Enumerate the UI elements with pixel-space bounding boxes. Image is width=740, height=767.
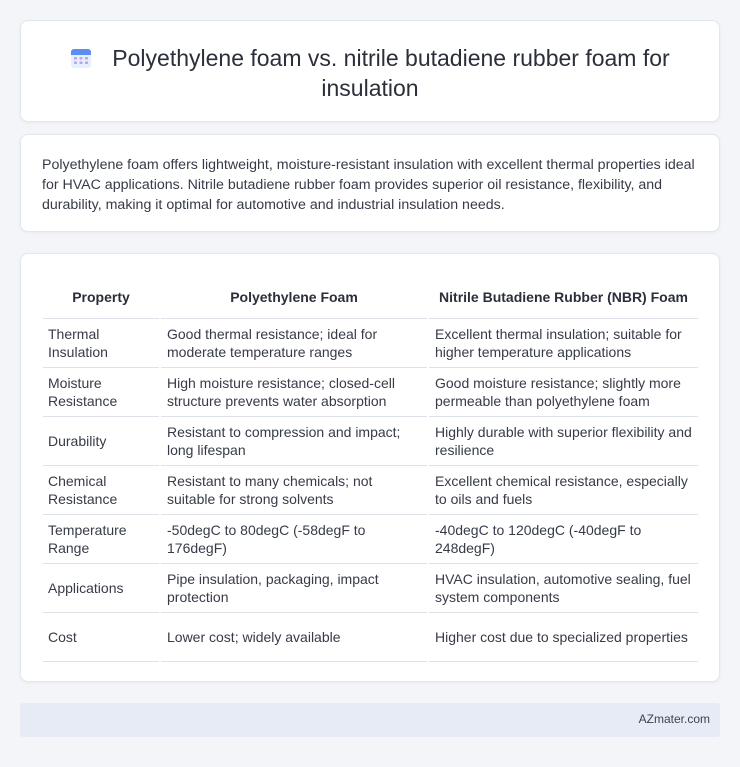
- polyethylene-cell: Resistant to many chemicals; not suitable for strong solvents: [160, 465, 428, 514]
- property-cell: Moisture Resistance: [43, 367, 160, 416]
- table-row: [43, 563, 698, 612]
- polyethylene-cell: High moisture resistance; closed-cell structure prevents water absorption: [160, 367, 428, 416]
- property-cell: Chemical Resistance: [43, 465, 160, 514]
- footer-brand: AZmater.com: [638, 712, 710, 726]
- nbr-cell: Highly durable with superior flexibility and resilience: [428, 416, 698, 465]
- nbr-cell: Higher cost due to specialized properties: [428, 612, 698, 661]
- table-row: [43, 367, 698, 416]
- table-row: [43, 318, 698, 367]
- property-cell: Temperature Range: [43, 514, 160, 563]
- polyethylene-cell: Lower cost; widely available: [160, 612, 428, 661]
- polyethylene-cell: Pipe insulation, packaging, impact protection: [160, 563, 428, 612]
- property-cell: Cost: [43, 612, 160, 661]
- table-row: [43, 416, 698, 465]
- comparison-table: [43, 277, 698, 662]
- table-row: [43, 612, 698, 661]
- nbr-cell: Excellent chemical resistance, especially to oils and fuels: [428, 465, 698, 514]
- polyethylene-cell: Resistant to compression and impact; long lifespan: [160, 416, 428, 465]
- header-property: Property: [72, 289, 130, 306]
- polyethylene-cell: -50degC to 80degC (-58degF to 176degF): [160, 514, 428, 563]
- nbr-cell: -40degC to 120degC (-40degF to 248degF): [428, 514, 698, 563]
- page-title-wrap: [21, 43, 719, 103]
- nbr-cell: Good moisture resistance; slightly more permeable than polyethylene foam: [428, 367, 698, 416]
- title-card: [20, 20, 720, 122]
- nbr-cell: Excellent thermal insulation; suitable for higher temperature applications: [428, 318, 698, 367]
- property-cell: Durability: [43, 416, 160, 465]
- page-title: Polyethylene foam vs. nitrile butadiene rubber foam for insulation: [112, 45, 670, 101]
- summary-card: [20, 134, 720, 232]
- table-row: [43, 514, 698, 563]
- table-header-row: [43, 277, 698, 318]
- header-polyethylene: Polyethylene Foam: [160, 277, 428, 318]
- property-cell: Thermal Insulation: [43, 318, 160, 367]
- header-nbr: Nitrile Butadiene Rubber (NBR) Foam: [428, 277, 698, 318]
- polyethylene-cell: Good thermal resistance; ideal for moderate temperature ranges: [160, 318, 428, 367]
- summary-text: Polyethylene foam offers lightweight, moisture-resistant insulation with excellent thermal properties ideal for HVAC applications. Nitrile butadiene rubber foam provides superior oil resistance, flexibility, and durability, making it optimal for automotive and industrial insulation needs.: [42, 157, 695, 213]
- table-row: [43, 465, 698, 514]
- footer-bar: [20, 703, 720, 737]
- calendar-icon: [70, 46, 92, 68]
- comparison-table-card: [20, 253, 720, 682]
- nbr-cell: HVAC insulation, automotive sealing, fuel system components: [428, 563, 698, 612]
- property-cell: Applications: [43, 563, 160, 612]
